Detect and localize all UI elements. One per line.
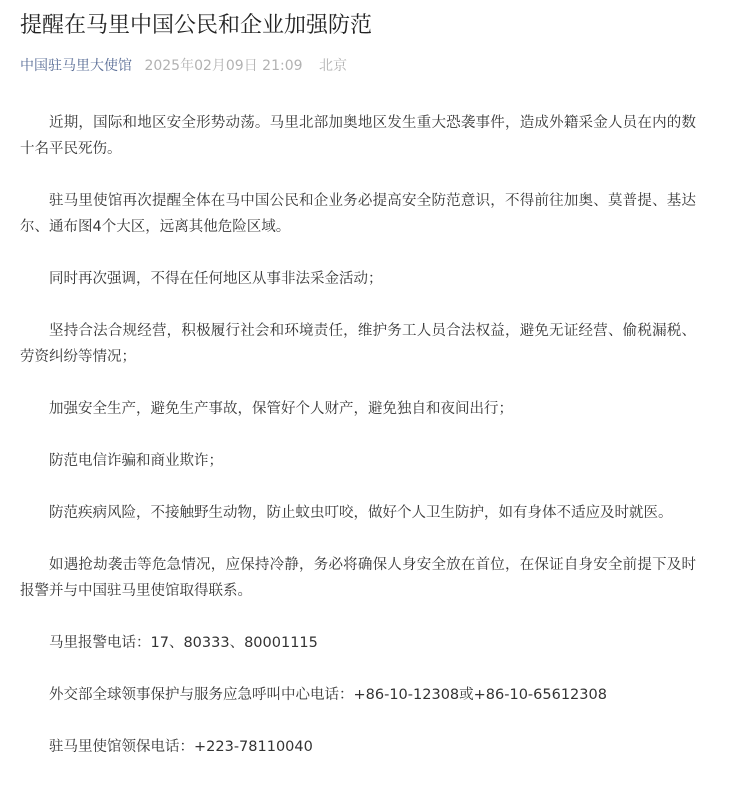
police-phone-paragraph: 马里报警电话：17、80333、80001115 xyxy=(49,635,318,651)
paragraph-3: 同时再次强调，不得在任何地区从事非法采金活动； xyxy=(49,271,383,287)
paragraph-6: 防范电信诈骗和商业欺诈； xyxy=(49,453,223,469)
publish-location: 北京 xyxy=(318,58,347,74)
publish-time: 2025年02月09日 21:09 xyxy=(144,58,303,74)
article-title: 提醒在马里中国公民和企业加强防范 xyxy=(20,13,373,38)
source-account-link[interactable]: 中国驻马里大使馆 xyxy=(20,58,132,74)
paragraph-5: 加强安全生产，避免生产事故，保管好个人财产，避免独自和夜间出行； xyxy=(49,401,513,417)
consular-hotline-paragraph: 外交部全球领事保护与服务应急呼叫中心电话：+86-10-12308或+86-10-65612308 xyxy=(49,687,607,703)
paragraph-1: 近期，国际和地区安全形势动荡。马里北部加奥地区发生重大恐袭事件，造成外籍采金人员在内的数十名平民死伤。 xyxy=(20,115,696,157)
article-body xyxy=(20,110,696,760)
article-meta xyxy=(20,56,731,76)
embassy-phone-paragraph: 驻马里使馆领保电话：+223-78110040 xyxy=(49,739,313,755)
paragraph-7: 防范疾病风险，不接触野生动物，防止蚊虫叮咬，做好个人卫生防护，如有身体不适应及时就医。 xyxy=(49,505,673,521)
paragraph-8: 如遇抢劫袭击等危急情况，应保持冷静，务必将确保人身安全放在首位，在保证自身安全前提下及时报警并与中国驻马里使馆取得联系。 xyxy=(20,557,696,599)
paragraph-4: 坚持合法合规经营，积极履行社会和环境责任，维护务工人员合法权益，避免无证经营、偷税漏税、劳资纠纷等情况； xyxy=(20,323,696,365)
paragraph-2: 驻马里使馆再次提醒全体在马中国公民和企业务必提高安全防范意识，不得前往加奥、莫普提、基达尔、通布图4个大区，远离其他危险区域。 xyxy=(20,193,696,235)
